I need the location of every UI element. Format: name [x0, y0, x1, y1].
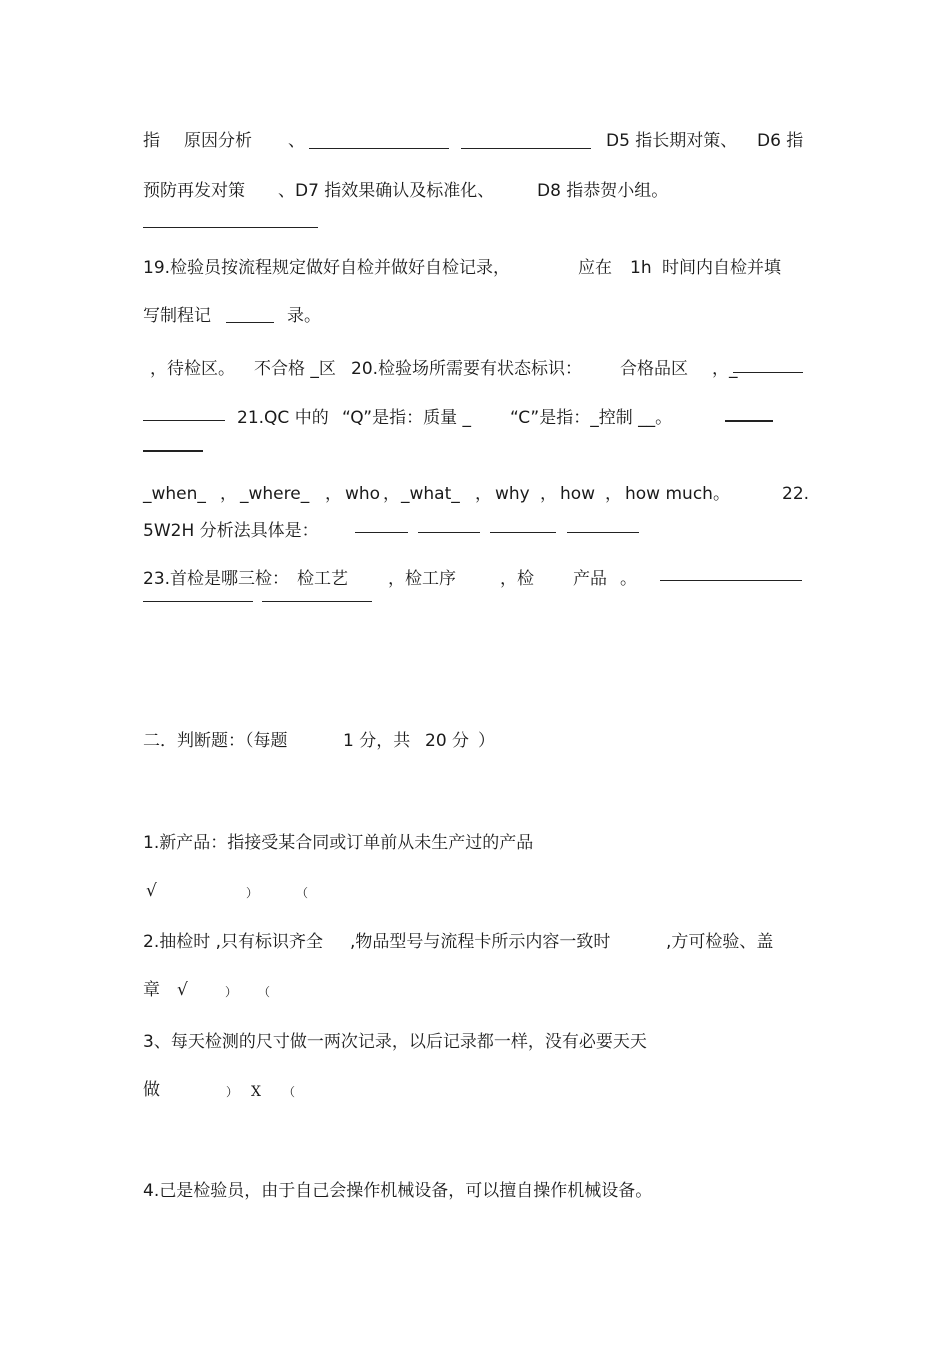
- q22-sep: ，: [325, 484, 342, 504]
- judge-3-mark: X: [251, 1084, 261, 1100]
- q18-d8-text: D8 指恭贺小组。: [537, 181, 669, 201]
- q22-answer: how: [560, 484, 596, 504]
- judge-3-text: 做: [143, 1080, 160, 1100]
- q20-text: ，待检区。: [150, 359, 235, 379]
- q18-d6-answer: 预防再发对策: [143, 181, 245, 201]
- judge-3-paren: ）: [226, 1085, 239, 1099]
- blank-line: [725, 420, 773, 422]
- judge-1-mark: √: [146, 881, 157, 901]
- q23-text: 23.首检是哪三检：: [143, 569, 290, 589]
- blank-line: [418, 532, 480, 533]
- q18-d6-text: D6 指: [757, 131, 804, 151]
- q18-d5-text: D5 指长期对策、: [606, 131, 738, 151]
- judge-3-text: 3、每天检测的尺寸做一两次记录，以后记录都一样，没有必要天天: [143, 1032, 647, 1052]
- blank-line: [355, 532, 408, 533]
- q19-text: 19.检验员按流程规定做好自检并做好自检记录，: [143, 258, 511, 278]
- section-close: ）: [478, 731, 495, 751]
- q20-text: 合格品区: [620, 359, 688, 379]
- q23-answer: ，检: [500, 569, 534, 589]
- q21-text: “C”是指：_控制 __。: [510, 408, 673, 428]
- blank-line: [143, 601, 253, 602]
- judge-1-paren: ）: [246, 886, 259, 900]
- judge-1-text: 1.新产品：指接受某合同或订单前从未生产过的产品: [143, 833, 534, 853]
- q18-d7-text: 、D7 指效果确认及标准化、: [278, 181, 495, 201]
- judge-2-text: 章: [143, 980, 160, 1000]
- q19-text: 写制程记: [143, 306, 211, 326]
- judge-2-text: ,方可检验、盖: [666, 932, 774, 952]
- judge-2-text: ,物品型号与流程卡所示内容一致时: [350, 932, 611, 952]
- judge-4-text: 4.己是检验员，由于自己会操作机械设备，可以擅自操作机械设备。: [143, 1181, 653, 1201]
- blank-line: [567, 532, 639, 533]
- q22-sep: ，: [475, 484, 492, 504]
- judge-1-paren: （: [296, 886, 309, 900]
- q18-comma: 、: [288, 131, 305, 151]
- q22-answer: who: [345, 484, 381, 504]
- blank-line: [490, 532, 556, 533]
- blank-line: [461, 148, 591, 149]
- blank-line: [226, 322, 274, 323]
- q23-text: 。: [620, 569, 637, 589]
- blank-line: [660, 580, 802, 581]
- q23-answer: ，检工序: [388, 569, 456, 589]
- q23-answer: 产品: [573, 569, 607, 589]
- q22-sep: ，: [220, 484, 237, 504]
- q20-text: 20.检验场所需要有状态标识：: [351, 359, 583, 379]
- q22-answer: how much: [625, 484, 713, 504]
- q19-text: 时间内自检并填: [662, 258, 781, 278]
- q19-answer: 1h: [630, 258, 652, 278]
- judge-2-paren: ）: [225, 985, 238, 999]
- q18-zhi: 指: [143, 131, 160, 151]
- q19-text: 录。: [287, 306, 321, 326]
- q21-text: 21.QC 中的: [237, 408, 329, 428]
- judge-2-text: 2.抽检时 ,只有标识齐全: [143, 932, 324, 952]
- q22-answer: _what_: [401, 484, 460, 504]
- q22-answer: why: [495, 484, 530, 504]
- q22-answer: _where_: [240, 484, 310, 504]
- blank-line: [143, 227, 318, 228]
- section-score: 1 分，共: [343, 731, 411, 751]
- q21-text: “Q”是指：质量 _: [342, 408, 471, 428]
- blank-line: [262, 601, 372, 602]
- judge-3-paren: （: [283, 1085, 296, 1099]
- q22-sep: ，: [605, 484, 622, 504]
- q22-sep: 。: [713, 484, 730, 504]
- blank-line: [143, 450, 203, 452]
- q22-text: 5W2H 分析法具体是：: [143, 521, 319, 541]
- q18-d4-text: 原因分析: [184, 131, 252, 151]
- q22-answer: _when_: [143, 484, 206, 504]
- blank-line: [733, 372, 803, 373]
- q22-sep: ，: [540, 484, 557, 504]
- q23-answer: 检工艺: [297, 569, 348, 589]
- q20-text: ，_: [712, 359, 738, 379]
- blank-line: [143, 420, 225, 421]
- q22-number: 22.: [782, 484, 810, 504]
- q20-text: 不合格 _区: [254, 359, 336, 379]
- judge-2-paren: （: [258, 985, 271, 999]
- section-total: 20 分: [425, 731, 470, 751]
- q22-sep: ，: [383, 484, 400, 504]
- q19-text: 应在: [578, 258, 612, 278]
- judge-2-mark: √: [177, 980, 188, 1000]
- blank-line: [309, 148, 449, 149]
- section-title: 二．判断题：（每题: [143, 731, 288, 751]
